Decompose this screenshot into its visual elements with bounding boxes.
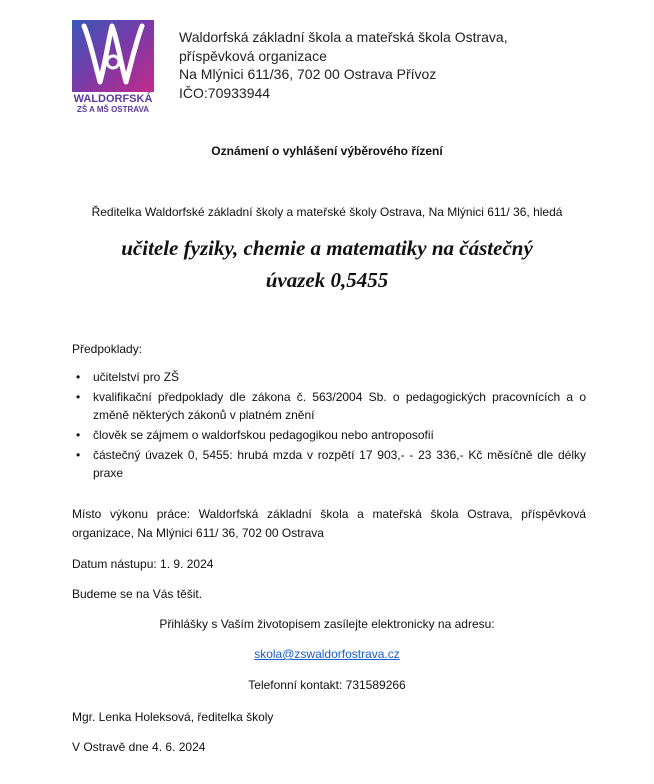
logo-text-2: ZŠ A MŠ OSTRAVA bbox=[77, 105, 149, 114]
requirement-item: • učitelství pro ZŠ bbox=[72, 368, 586, 386]
requirement-item: • člověk se zájmem o waldorfskou pedagogikou nebo antroposofií bbox=[72, 426, 586, 444]
start-date: Datum nástupu: 1. 9. 2024 bbox=[72, 557, 214, 571]
apply-instructions: Přihlášky s Vaším životopisem zasílejte elektronicky na adresu: bbox=[159, 617, 495, 631]
org-line: Waldorfská základní škola a mateřská škola Ostrava, bbox=[179, 29, 508, 45]
org-line: Na Mlýnici 611/36, 702 00 Ostrava Přívoz bbox=[179, 66, 437, 83]
notice-title: Oznámení o vyhlášení výběrového řízení bbox=[211, 144, 443, 158]
closing-text: Budeme se na Vás těšit. bbox=[72, 587, 203, 601]
logo-text-1: WALDORFSKÁ bbox=[73, 93, 153, 105]
org-line: IČO:70933944 bbox=[179, 84, 271, 101]
requirement-item: • částečný úvazek 0, 5455: hrubá mzda v rozpětí 17 903,- - 23 336,- Kč měsíčně dle délky praxe bbox=[72, 446, 586, 482]
requirements-list bbox=[72, 368, 586, 484]
organization-address bbox=[179, 28, 508, 102]
signature: Mgr. Lenka Holeksová, ředitelka školy bbox=[72, 710, 274, 724]
headline-line: úvazek 0,5455 bbox=[265, 268, 389, 292]
job-headline bbox=[0, 232, 654, 296]
phone-contact: Telefonní kontakt: 731589266 bbox=[248, 678, 406, 692]
requirement-item: • kvalifikační předpoklady dle zákona č. 563/2004 Sb. o pedagogických pracovnících a o změně některých zákonů v platném znění bbox=[72, 388, 586, 424]
headline-line: učitele fyziky, chemie a matematiky na částečný bbox=[121, 236, 533, 260]
intro-text: Ředitelka Waldorfské základní školy a mateřské školy Ostrava, Na Mlýnici 611/ 36, hledá bbox=[91, 205, 563, 219]
email-link-wrapper bbox=[0, 647, 654, 661]
school-logo bbox=[72, 20, 154, 114]
requirements-label: Předpoklady: bbox=[72, 342, 143, 356]
school-logo-graphic bbox=[72, 20, 154, 114]
place-date: V Ostravě dne 4. 6. 2024 bbox=[72, 740, 206, 754]
workplace-text: Místo výkonu práce: Waldorfská základní škola a mateřská škola Ostrava, příspěvková organizace, Na Mlýnici 611/ 36, 702 00 Ostrava bbox=[72, 507, 586, 540]
email-link[interactable]: skola@zswaldorfostrava.cz bbox=[254, 647, 400, 661]
org-line: příspěvková organizace bbox=[179, 47, 327, 64]
